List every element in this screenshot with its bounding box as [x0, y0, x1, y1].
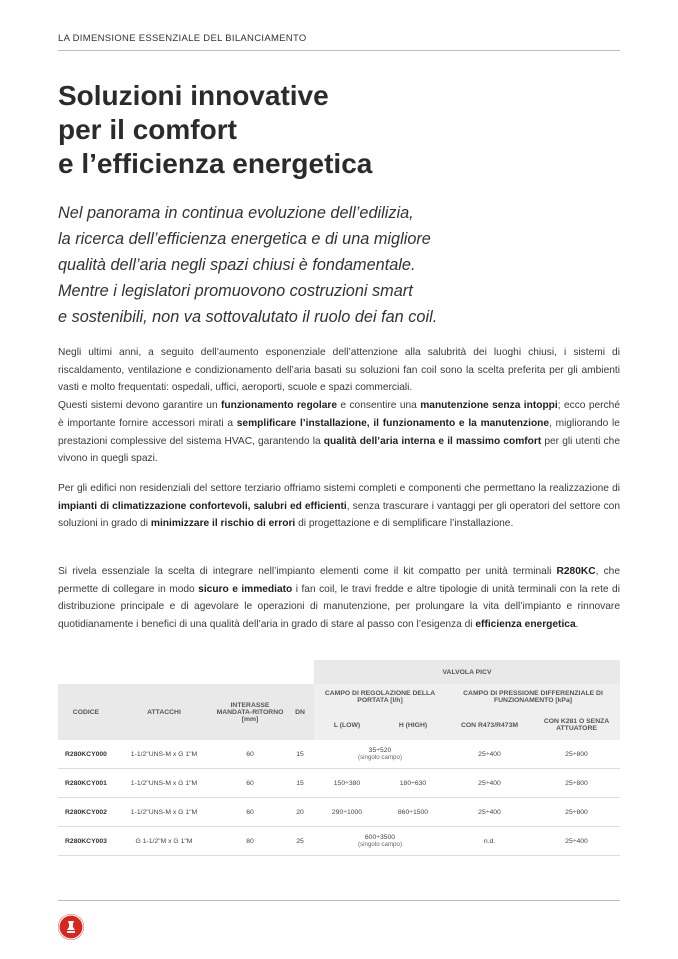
body-text: .: [575, 619, 579, 631]
cell-dn: 20: [286, 798, 314, 827]
spec-table: [58, 660, 620, 856]
emphasis-text: funzionamento regolare: [221, 400, 338, 412]
cell-pressione-r473: 25÷400: [446, 769, 533, 798]
cell-pressione-r473: n.d.: [446, 827, 533, 856]
cell-high: 860÷1500: [380, 798, 446, 827]
body-text: per gli utenti che vivono in quegli spazi.: [58, 435, 620, 465]
cell-attacchi: 1-1/2"UNS-M x G 1"M: [114, 740, 214, 769]
cell-interasse: 60: [214, 769, 286, 798]
cell-pressione-r473: 25÷400: [446, 798, 533, 827]
cell-portata: 600÷3500 (singolo campo): [314, 827, 446, 856]
body-text: Si rivela essenziale la scelta di integrare nell’impianto elementi come il kit compatto per unità terminali: [58, 566, 557, 577]
lead-line: e sostenibili, non va sottovalutato il ruolo dei fan coil.: [58, 308, 438, 326]
title-line: Soluzioni innovative: [58, 80, 329, 111]
cell-high: 180÷630: [380, 769, 446, 798]
cell-pressione-k281: 25÷800: [533, 798, 620, 827]
group-header-valvola: VALVOLA PICV: [314, 660, 620, 684]
title-line: per il comfort: [58, 114, 237, 145]
body-text: e consentire una: [337, 400, 421, 412]
emphasis-text: qualità dell’aria interna e il massimo comfort: [323, 435, 542, 447]
col-header-interasse: INTERASSE MANDATA-RITORNO [mm]: [214, 684, 286, 740]
cell-interasse: 80: [214, 827, 286, 856]
cell-portata-note: (singolo campo): [357, 754, 403, 761]
spec-table-body: [58, 740, 620, 856]
body-paragraph-2: [58, 480, 620, 533]
cell-pressione-k281: 25÷800: [533, 769, 620, 798]
table-row: [58, 740, 620, 769]
page-title: [58, 79, 372, 181]
emphasis-text: R280KC: [556, 566, 596, 577]
cell-dn: 15: [286, 769, 314, 798]
body-text: i fan coil, le travi fredde e altre tipologie di unità terminali con la rete di distribuzione principale e di agevolare le operazioni di manutenzione, per prolungare la vita dell’impianto e rinnovare quotidianamente i benefici di una qualità dell’aria in grado di stare al passo con l’esigenza di: [58, 583, 620, 631]
cell-dn: 25: [286, 827, 314, 856]
col-header-high: H (HIGH): [380, 710, 446, 740]
lead-line: Nel panorama in continua evoluzione dell’edilizia,: [58, 204, 414, 222]
lead-line: la ricerca dell’efficienza energetica e di una migliore: [58, 230, 431, 248]
cell-attacchi: 1-1/2"UNS-M x G 1"M: [114, 769, 214, 798]
emphasis-text: efficienza energetica: [475, 619, 576, 631]
body-text: ; ecco perché è importante fornire accessori mirati a: [58, 400, 620, 429]
emphasis-text: impianti di climatizzazione confortevoli, salubri ed efficienti: [58, 500, 347, 512]
cell-pressione-k281: 25÷800: [533, 740, 620, 769]
cell-interasse: 60: [214, 798, 286, 827]
table-row: [58, 769, 620, 798]
table-row: [58, 798, 620, 827]
col-header-codice: CODICE: [58, 684, 114, 740]
emphasis-text: manutenzione senza intoppi: [420, 400, 558, 412]
table-row: [58, 827, 620, 856]
cell-attacchi: 1-1/2"UNS-M x G 1"M: [114, 798, 214, 827]
body-paragraph-3: [58, 563, 620, 634]
cell-low: 290÷1000: [314, 798, 380, 827]
footer-divider: [58, 900, 620, 901]
group-header-pressione: CAMPO DI PRESSIONE DIFFERENZIALE DI FUNZIONAMENTO [kPa]: [446, 684, 620, 710]
header-divider: [58, 50, 620, 51]
emphasis-text: sicuro e immediato: [198, 583, 293, 595]
lead-line: qualità dell’aria negli spazi chiusi è fondamentale.: [58, 256, 416, 274]
body-text: , migliorando le prestazioni complessive del sistema HVAC, garantendo la: [58, 417, 620, 447]
emphasis-text: semplificare l’installazione, il funzionamento e la manutenzione: [236, 417, 550, 429]
col-header-con-k281: CON K281 O SENZA ATTUATORE: [533, 710, 620, 740]
lead-paragraph: [58, 200, 528, 330]
body-text: Questi sistemi devono garantire un: [58, 400, 221, 412]
cell-low: 150÷380: [314, 769, 380, 798]
col-header-low: L (LOW): [314, 710, 380, 740]
cell-portata: 35÷520 (singolo campo): [314, 740, 446, 769]
body-text: di progettazione e di semplificare l’installazione.: [295, 518, 514, 530]
body-text: Per gli edifici non residenziali del settore terziario offriamo sistemi completi e componenti che permettano la realizzazione di: [58, 483, 620, 494]
running-header: LA DIMENSIONE ESSENZIALE DEL BILANCIAMENTO: [58, 33, 307, 44]
cell-interasse: 60: [214, 740, 286, 769]
cell-portata-note: (singolo campo): [357, 841, 403, 848]
cell-attacchi: G 1-1/2"M x G 1"M: [114, 827, 214, 856]
body-text: , che permette di collegare in modo: [58, 566, 620, 595]
cell-dn: 15: [286, 740, 314, 769]
cell-codice: R280KCY000: [58, 740, 114, 769]
body-paragraph-1: [58, 344, 620, 468]
body-text: Negli ultimi anni, a seguito dell’aumento esponenziale dell’attenzione alla salubrità dei luoghi chiusi, i sistemi di riscaldamento, ventilazione e condizionamento dell’aria basati su soluzioni fan coil sono la scelta preferita per gli ambienti vasti e molto frequentati: ospedali, uffici, aeroporti, scuole e spazi commerciali.: [58, 347, 620, 394]
col-header-attacchi: ATTACCHI: [114, 684, 214, 740]
brand-logo-icon: [58, 914, 84, 940]
cell-codice: R280KCY001: [58, 769, 114, 798]
cell-codice: R280KCY003: [58, 827, 114, 856]
title-line: e l’efficienza energetica: [58, 148, 373, 179]
lead-line: Mentre i legislatori promuovono costruzioni smart: [58, 282, 413, 300]
col-header-con-r473: CON R473/R473M: [446, 710, 533, 740]
cell-codice: R280KCY002: [58, 798, 114, 827]
cell-pressione-k281: 25÷400: [533, 827, 620, 856]
cell-pressione-r473: 25÷400: [446, 740, 533, 769]
group-header-regolazione: CAMPO DI REGOLAZIONE DELLA PORTATA [l/h]: [314, 684, 446, 710]
emphasis-text: minimizzare il rischio di errori: [150, 518, 296, 530]
col-header-dn: DN: [286, 684, 314, 740]
body-text: , senza trascurare i vantaggi per gli operatori del settore con soluzioni in grado di: [58, 500, 620, 530]
